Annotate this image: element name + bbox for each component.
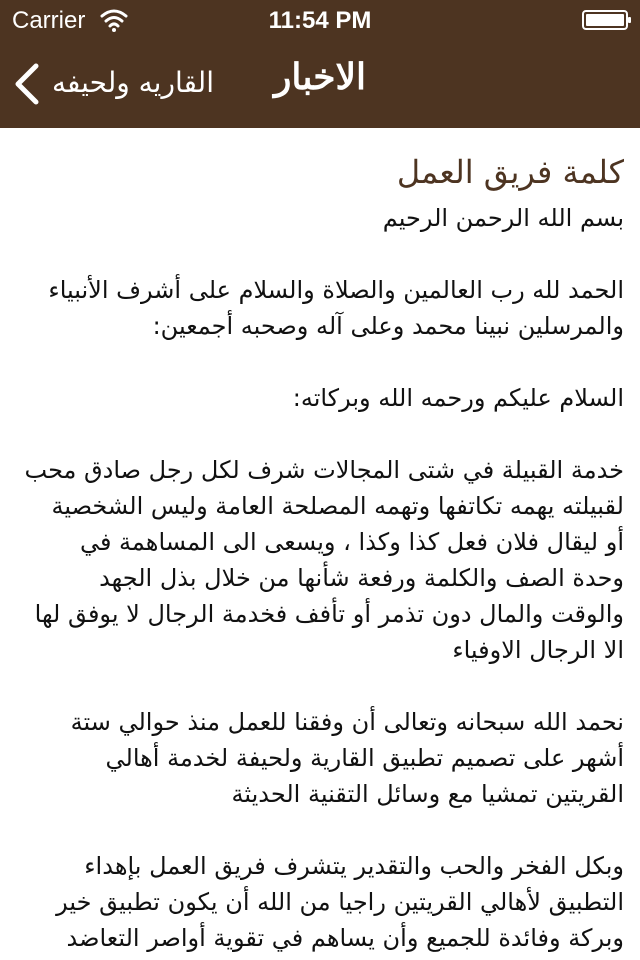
- article-scroll-view[interactable]: [0, 128, 640, 960]
- article: [0, 128, 640, 956]
- battery-icon: [582, 10, 632, 30]
- status-bar: [0, 0, 640, 40]
- article-paragraph: وبكل الفخر والحب والتقدير يتشرف فريق العمل بإهداء التطبيق لأهالي القريتين راجيا من الله أن يكون تطبيق خير وبركة وفائدة للجميع وأن يساهم في تقوية أواصر التعاضد: [56, 852, 624, 952]
- back-button-label: القاريه ولحيفه: [52, 66, 214, 99]
- article-paragraph: بسم الله الرحمن الرحيم: [382, 204, 624, 232]
- article-paragraph: نحمد الله سبحانه وتعالى أن وفقنا للعمل منذ حوالي ستة أشهر على تصميم تطبيق القارية ولحيفة لخدمة أهالي القريتين تمشيا مع وسائل التقنية الحديثة: [70, 708, 624, 808]
- top-bar: [0, 0, 640, 128]
- article-heading: كلمة فريق العمل: [396, 153, 624, 191]
- clock: 11:54 PM: [268, 7, 372, 34]
- article-paragraph: خدمة القبيلة في شتى المجالات شرف لكل رجل صادق محب لقبيلته يهمه تكاتفها وتهمه المصلحة العامة وليس الشخصية أو ليقال فلان فعل كذا وكذا ، ويسعى الى المساهمة في وحدة الصف والكلمة ورفعة شأنها من خلال بذل الجهد والوقت والمال دون تذمر أو تأفف فخدمة الرجال لا يوفق لها الا الرجال الاوفياء: [24, 456, 624, 664]
- carrier-label: Carrier: [12, 7, 86, 34]
- navigation-bar: [0, 40, 640, 128]
- article-paragraph: الحمد لله رب العالمين والصلاة والسلام على أشرف الأنبياء والمرسلين نبينا محمد وعلى آله وصحبه أجمعين:: [48, 276, 624, 340]
- article-paragraph: السلام عليكم ورحمه الله وبركاته:: [292, 384, 624, 412]
- page-title: الاخبار: [273, 56, 366, 98]
